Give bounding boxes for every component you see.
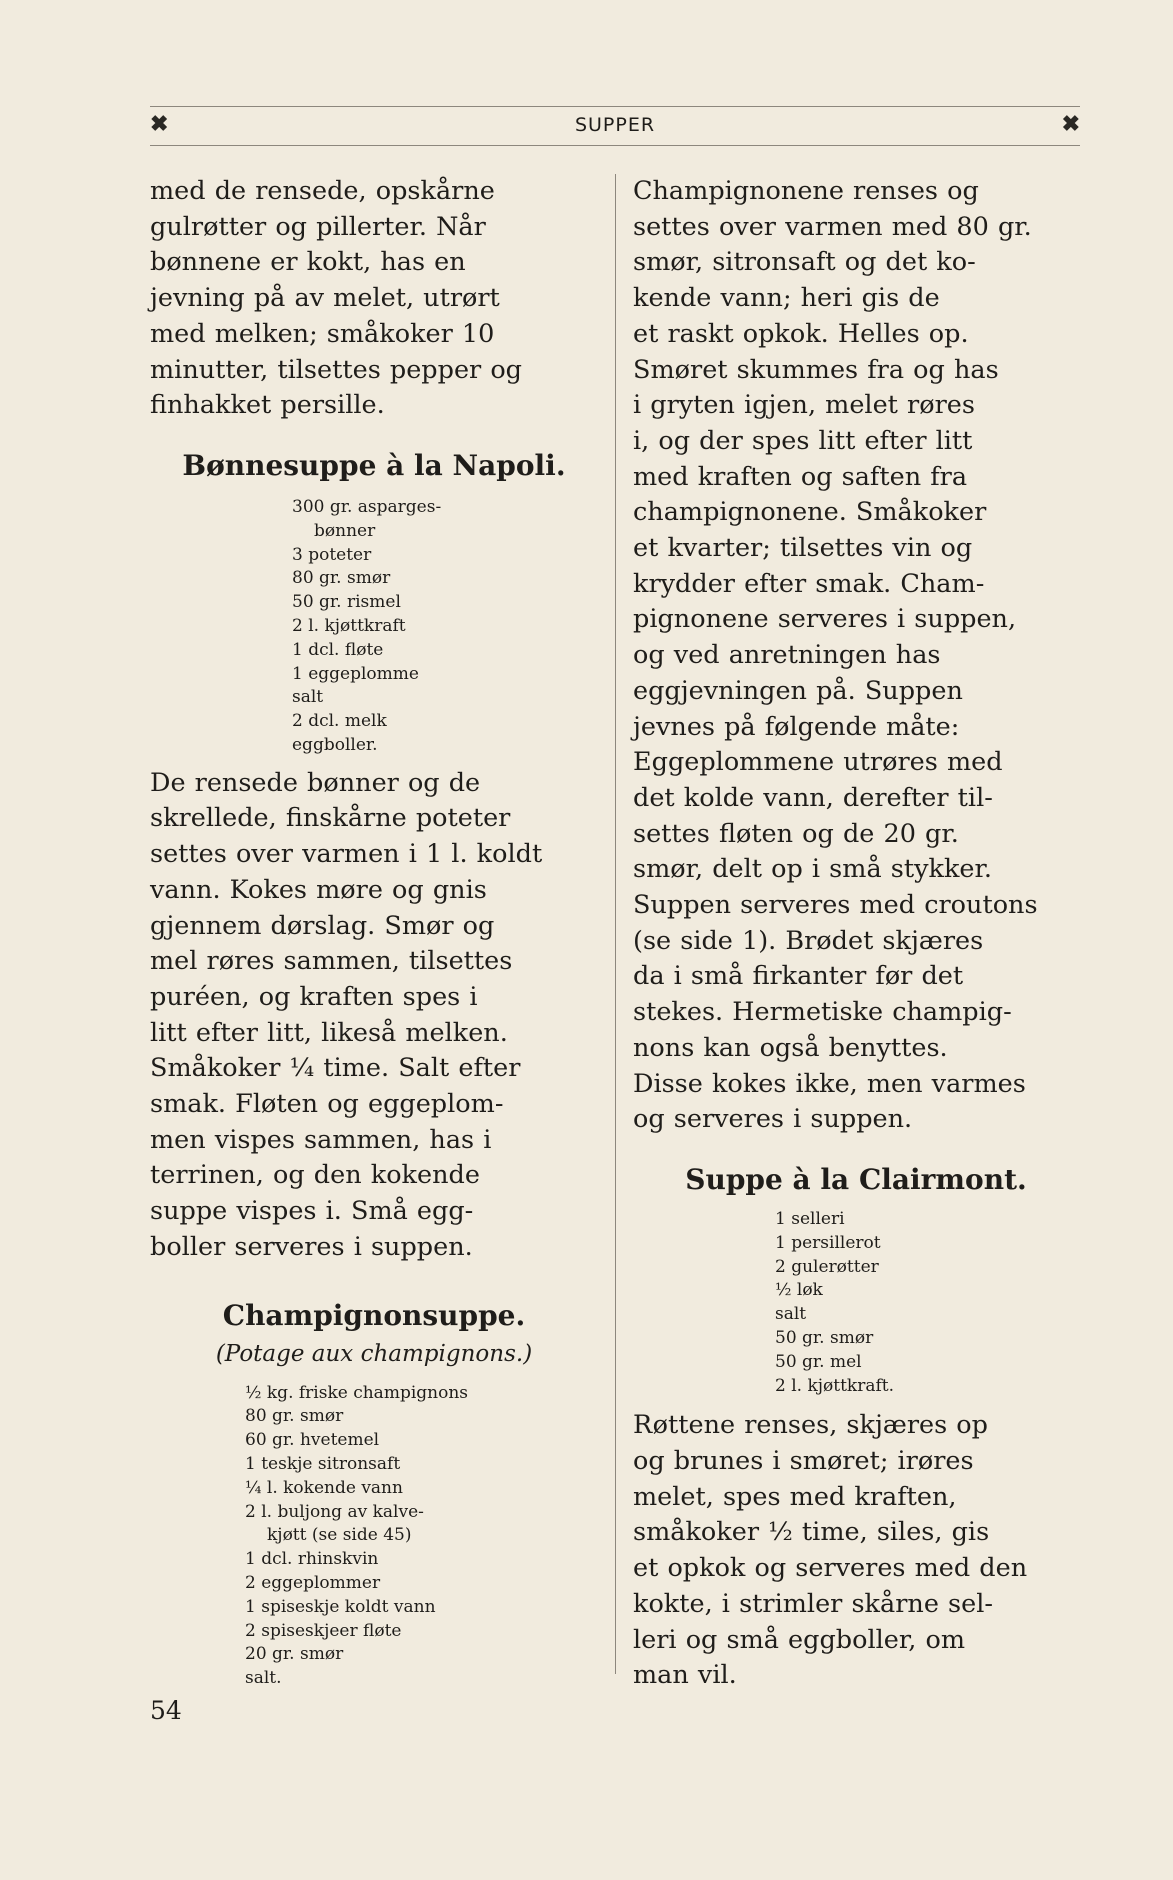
ornament-left-icon: ✖ <box>150 111 169 137</box>
ingredient-item: 50 gr. mel <box>775 1351 862 1372</box>
ingredient-item: 1 eggeplomme <box>292 663 419 684</box>
ingredient-item: 80 gr. smør <box>245 1406 344 1427</box>
ingredient-item: 1 selleri <box>775 1208 845 1229</box>
recipe-title-champignonsuppe: Champignonsuppe. <box>222 1298 526 1332</box>
ingredient-item: ½ kg. friske champignons <box>245 1382 469 1403</box>
column-divider <box>615 174 616 1674</box>
ingredient-item: ¼ l. kokende vann <box>245 1477 403 1498</box>
ingredient-item: 2 spiseskjeer fløte <box>245 1620 402 1641</box>
recipe-title-clairmont: Suppe à la Clairmont. <box>685 1162 1027 1196</box>
intro-paragraph: med de rensede, opskårne gulrøtter og pillerter. Når bønnene er kokt, has en jevning på av melet, utrørt med melken; småkoker 10 minutter, tilsettes pepper og finhakket persille. <box>150 176 523 421</box>
ingredient-item: 20 gr. smør <box>245 1644 344 1665</box>
section-title: SUPPER <box>574 114 656 136</box>
ornament-right-icon: ✖ <box>1061 111 1080 137</box>
ingredient-item: 2 gulerøtter <box>775 1256 879 1277</box>
instructions-bonnesuppe: De rensede bønner og de skrellede, finskårne poteter settes over varmen i 1 l. koldt vann. Kokes møre og gnis gjennem dørslag. Smør og mel røres sammen, tilsettes puréen, og kraften spes i litt efter litt, likeså melken. Småkoker ¼ time. Salt efter smak. Fløten og eggeplom- men vispes sammen, has i terrinen, og den kokende suppe vispes i. Små egg- boller serveres i suppen. <box>150 767 543 1262</box>
ingredient-item: 1 persillerot <box>775 1232 881 1253</box>
ingredient-item: salt. <box>245 1668 282 1689</box>
recipe-title-bonnesuppe: Bønnesuppe à la Napoli. <box>182 448 566 482</box>
ingredient-list-clairmont <box>775 1208 1079 1398</box>
left-column <box>150 174 598 1691</box>
instructions-champignonsuppe: Champignonene renses og settes over varmen med 80 gr. smør, sitronsaft og det ko- kende vann; heri gis de et raskt opkok. Helles op. Smøret skummes fra og has i gryten igjen, melet røres i, og der spes litt efter litt med kraften og saften fra champignonene. Småkoker et kvarter; tilsettes vin og krydder efter smak. Cham- pignonene serveres i suppen, og ved anretningen has eggjevningen på. Suppen jevnes på følgende måte: Eggeplommene utrøres med det kolde vann, derefter til- settes fløten og de 20 gr. smør, delt op i små stykker. Suppen serveres med croutons (se side 1). Brødet skjæres da i små firkanter før det stekes. Hermetiske champig- nons kan også benyttes. Disse kokes ikke, men varmes og serveres i suppen. <box>633 176 1038 1135</box>
ingredient-item: 1 dcl. rhinskvin <box>245 1549 379 1570</box>
running-header <box>150 106 1080 146</box>
ingredient-list-champignonsuppe <box>245 1382 598 1691</box>
ingredient-item: salt <box>292 687 324 708</box>
ingredient-item: 1 dcl. fløte <box>292 639 384 660</box>
recipe-subtitle-champignonsuppe: (Potage aux champignons.) <box>215 1340 533 1367</box>
ingredient-item: 2 eggeplommer <box>245 1572 381 1593</box>
ingredient-item: 2 l. buljong av kalve- <box>245 1501 424 1522</box>
ingredient-item: 1 teskje sitronsaft <box>245 1453 401 1474</box>
ingredient-item: 300 gr. asparges- <box>292 496 442 517</box>
ingredient-item: 60 gr. hvetemel <box>245 1430 380 1451</box>
page-number: 54 <box>150 1696 182 1725</box>
ingredient-item: eggboller. <box>292 734 378 755</box>
ingredient-item: 3 poteter <box>292 544 372 565</box>
instructions-clairmont: Røttene renses, skjæres op og brunes i smøret; irøres melet, spes med kraften, småkoker ½ time, siles, gis et opkok og serveres med den kokte, i strimler skårne sel- leri og små eggboller, om man vil. <box>633 1410 1028 1691</box>
ingredient-item: ½ løk <box>775 1280 823 1301</box>
ingredient-item: 2 l. kjøttkraft. <box>775 1375 895 1396</box>
ingredient-item: 1 spiseskje koldt vann <box>245 1596 436 1617</box>
ingredient-item: kjøtt (se side 45) <box>267 1525 412 1546</box>
ingredient-item: 2 l. kjøttkraft <box>292 615 406 636</box>
ingredient-list-bonnesuppe <box>292 496 598 758</box>
ingredient-item: salt <box>775 1304 807 1325</box>
ingredient-item: 80 gr. smør <box>292 568 391 589</box>
ingredient-item: bønner <box>314 520 376 541</box>
right-column <box>633 174 1079 1694</box>
ingredient-item: 50 gr. smør <box>775 1327 874 1348</box>
ingredient-item: 2 dcl. melk <box>292 711 387 732</box>
ingredient-item: 50 gr. rismel <box>292 592 401 613</box>
